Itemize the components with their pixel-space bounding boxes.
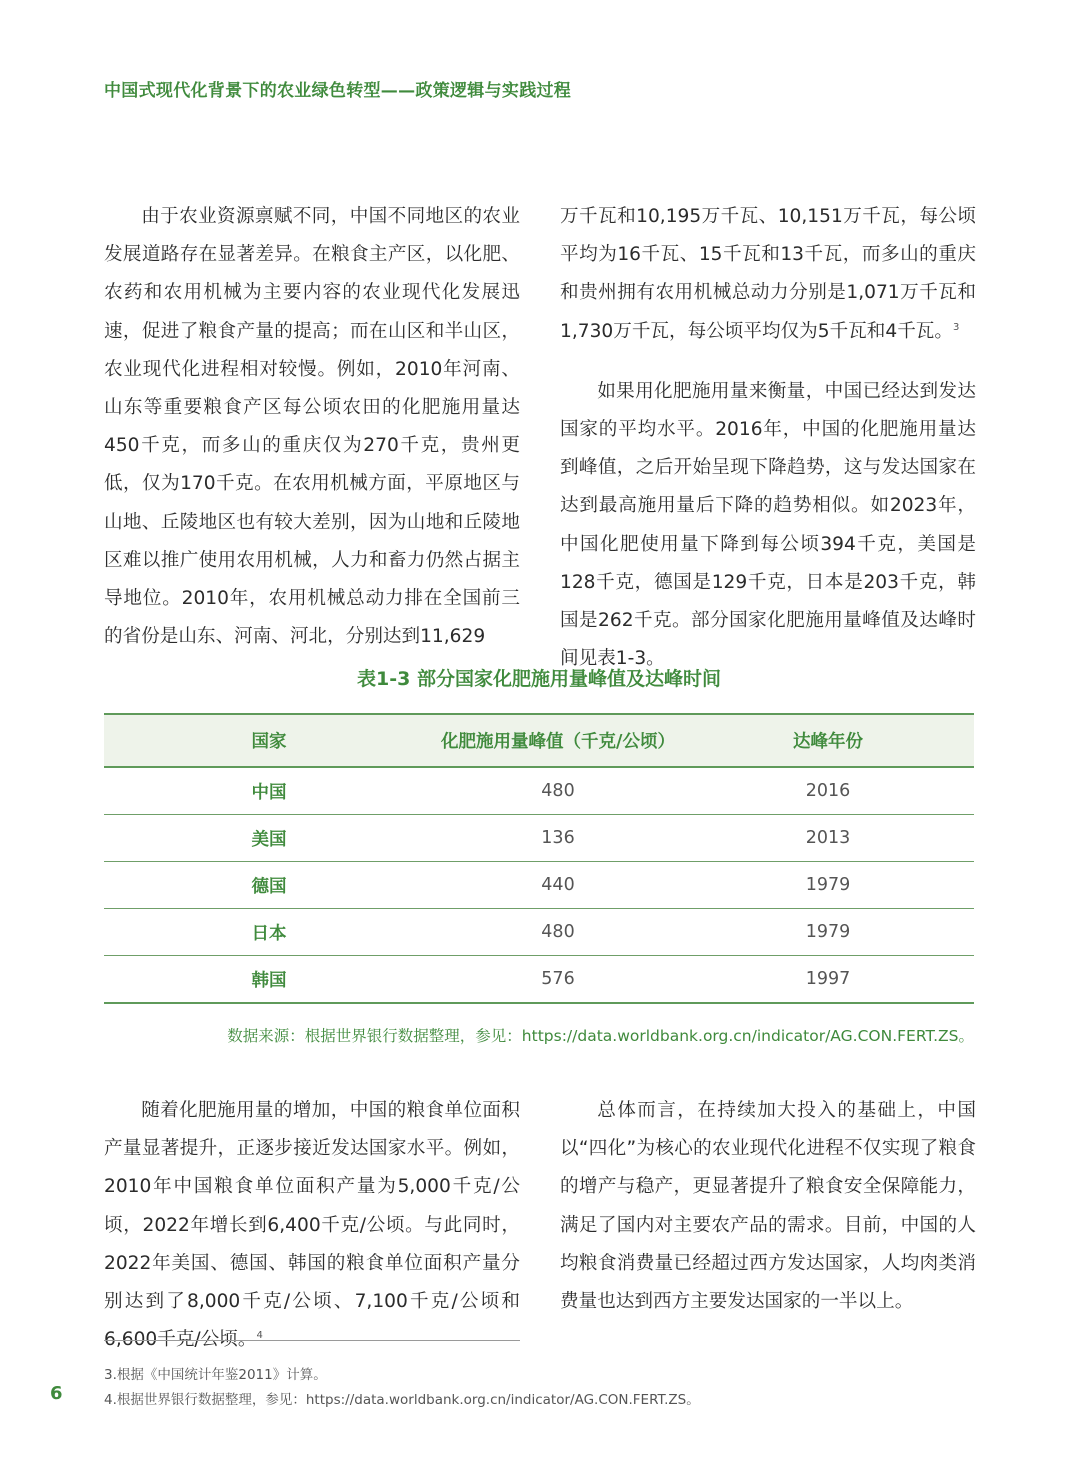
header-peak: 化肥施用量峰值（千克/公顷） — [434, 714, 682, 767]
cell-peak: 576 — [434, 956, 682, 1004]
body-column-bottom-left — [104, 1092, 520, 1359]
paragraph-text: 万千瓦和10,195万千瓦、10,151万千瓦，每公顷平均为16千瓦、15千瓦和13千瓦，而多山的重庆和贵州拥有农用机械总动力分别是1,071万千瓦和1,730万千瓦，每公顷平均仅为5千瓦和4千瓦。 — [560, 206, 976, 342]
table-row — [104, 956, 974, 1004]
table-header-row — [104, 714, 974, 767]
page-number: 6 — [50, 1383, 63, 1404]
paragraph-continuation — [560, 198, 976, 351]
table-row — [104, 909, 974, 956]
fertilizer-peak-table — [104, 713, 974, 1004]
running-header: 中国式现代化背景下的农业绿色转型——政策逻辑与实践过程 — [104, 81, 572, 101]
table-row — [104, 815, 974, 862]
header-year: 达峰年份 — [682, 714, 974, 767]
table-row — [104, 767, 974, 815]
body-column-top-right — [560, 198, 976, 678]
cell-country: 美国 — [104, 815, 434, 862]
paragraph — [104, 1092, 520, 1359]
footnote-ref[interactable]: 3 — [952, 321, 960, 333]
cell-country: 德国 — [104, 862, 434, 909]
footnote-4: 4.根据世界银行数据整理，参见：https://data.worldbank.org.cn/indicator/AG.CON.FERT.ZS。 — [104, 1392, 700, 1408]
paragraph-text: 随着化肥施用量的增加，中国的粮食单位面积产量显著提升，正逐步接近发达国家水平。例如，2010年中国粮食单位面积产量为5,000千克/公顷，2022年增长到6,400千克/公顷。与此同时，2022年美国、德国、韩国的粮食单位面积产量分别达到了8,000千克/公顷、7,100千克/公顷和6,600千克/公顷。 — [104, 1100, 520, 1351]
body-column-bottom-right — [560, 1092, 976, 1321]
cell-peak: 480 — [434, 909, 682, 956]
cell-country: 日本 — [104, 909, 434, 956]
cell-country: 韩国 — [104, 956, 434, 1004]
table-source-note: 数据来源：根据世界银行数据整理，参见：https://data.worldbank.org.cn/indicator/AG.CON.FERT.ZS。 — [227, 1027, 974, 1045]
cell-year: 1979 — [682, 862, 974, 909]
body-column-top-left — [104, 198, 520, 656]
cell-peak: 480 — [434, 767, 682, 815]
table-title: 表1-3 部分国家化肥施用量峰值及达峰时间 — [357, 668, 721, 690]
paragraph: 总体而言，在持续加大投入的基础上，中国以“四化”为核心的农业现代化进程不仅实现了粮食的增产与稳产，更显著提升了粮食安全保障能力，满足了国内对主要农产品的需求。目前，中国的人均粮食消费量已经超过西方发达国家，人均肉类消费量也达到西方主要发达国家的一半以上。 — [560, 1100, 976, 1313]
paragraph: 由于农业资源禀赋不同，中国不同地区的农业发展道路存在显著差异。在粮食主产区，以化肥、农药和农用机械为主要内容的农业现代化发展迅速，促进了粮食产量的提高；而在山区和半山区，农业现代化进程相对较慢。例如，2010年河南、山东等重要粮食产区每公顷农田的化肥施用量达450千克，而多山的重庆仅为270千克，贵州更低，仅为170千克。在农用机械方面，平原地区与山地、丘陵地区也有较大差别，因为山地和丘陵地区难以推广使用农用机械，人力和畜力仍然占据主导地位。2010年，农用机械总动力排在全国前三的省份是山东、河南、河北，分别达到11,629 — [104, 206, 520, 648]
table-row — [104, 862, 974, 909]
footnote-divider — [104, 1340, 520, 1341]
footnote-3: 3.根据《中国统计年鉴2011》计算。 — [104, 1367, 327, 1383]
cell-country: 中国 — [104, 767, 434, 815]
cell-peak: 440 — [434, 862, 682, 909]
header-country: 国家 — [104, 714, 434, 767]
cell-peak: 136 — [434, 815, 682, 862]
cell-year: 2016 — [682, 767, 974, 815]
footnote-ref[interactable]: 4 — [256, 1330, 263, 1342]
cell-year: 1979 — [682, 909, 974, 956]
cell-year: 1997 — [682, 956, 974, 1004]
cell-year: 2013 — [682, 815, 974, 862]
paragraph: 如果用化肥施用量来衡量，中国已经达到发达国家的平均水平。2016年，中国的化肥施用量达到峰值，之后开始呈现下降趋势，这与发达国家在达到最高施用量后下降的趋势相似。如2023年，中国化肥使用量下降到每公顷394千克，美国是128千克，德国是129千克，日本是203千克，韩国是262千克。部分国家化肥施用量峰值及达峰时间见表1-3。 — [560, 380, 976, 670]
